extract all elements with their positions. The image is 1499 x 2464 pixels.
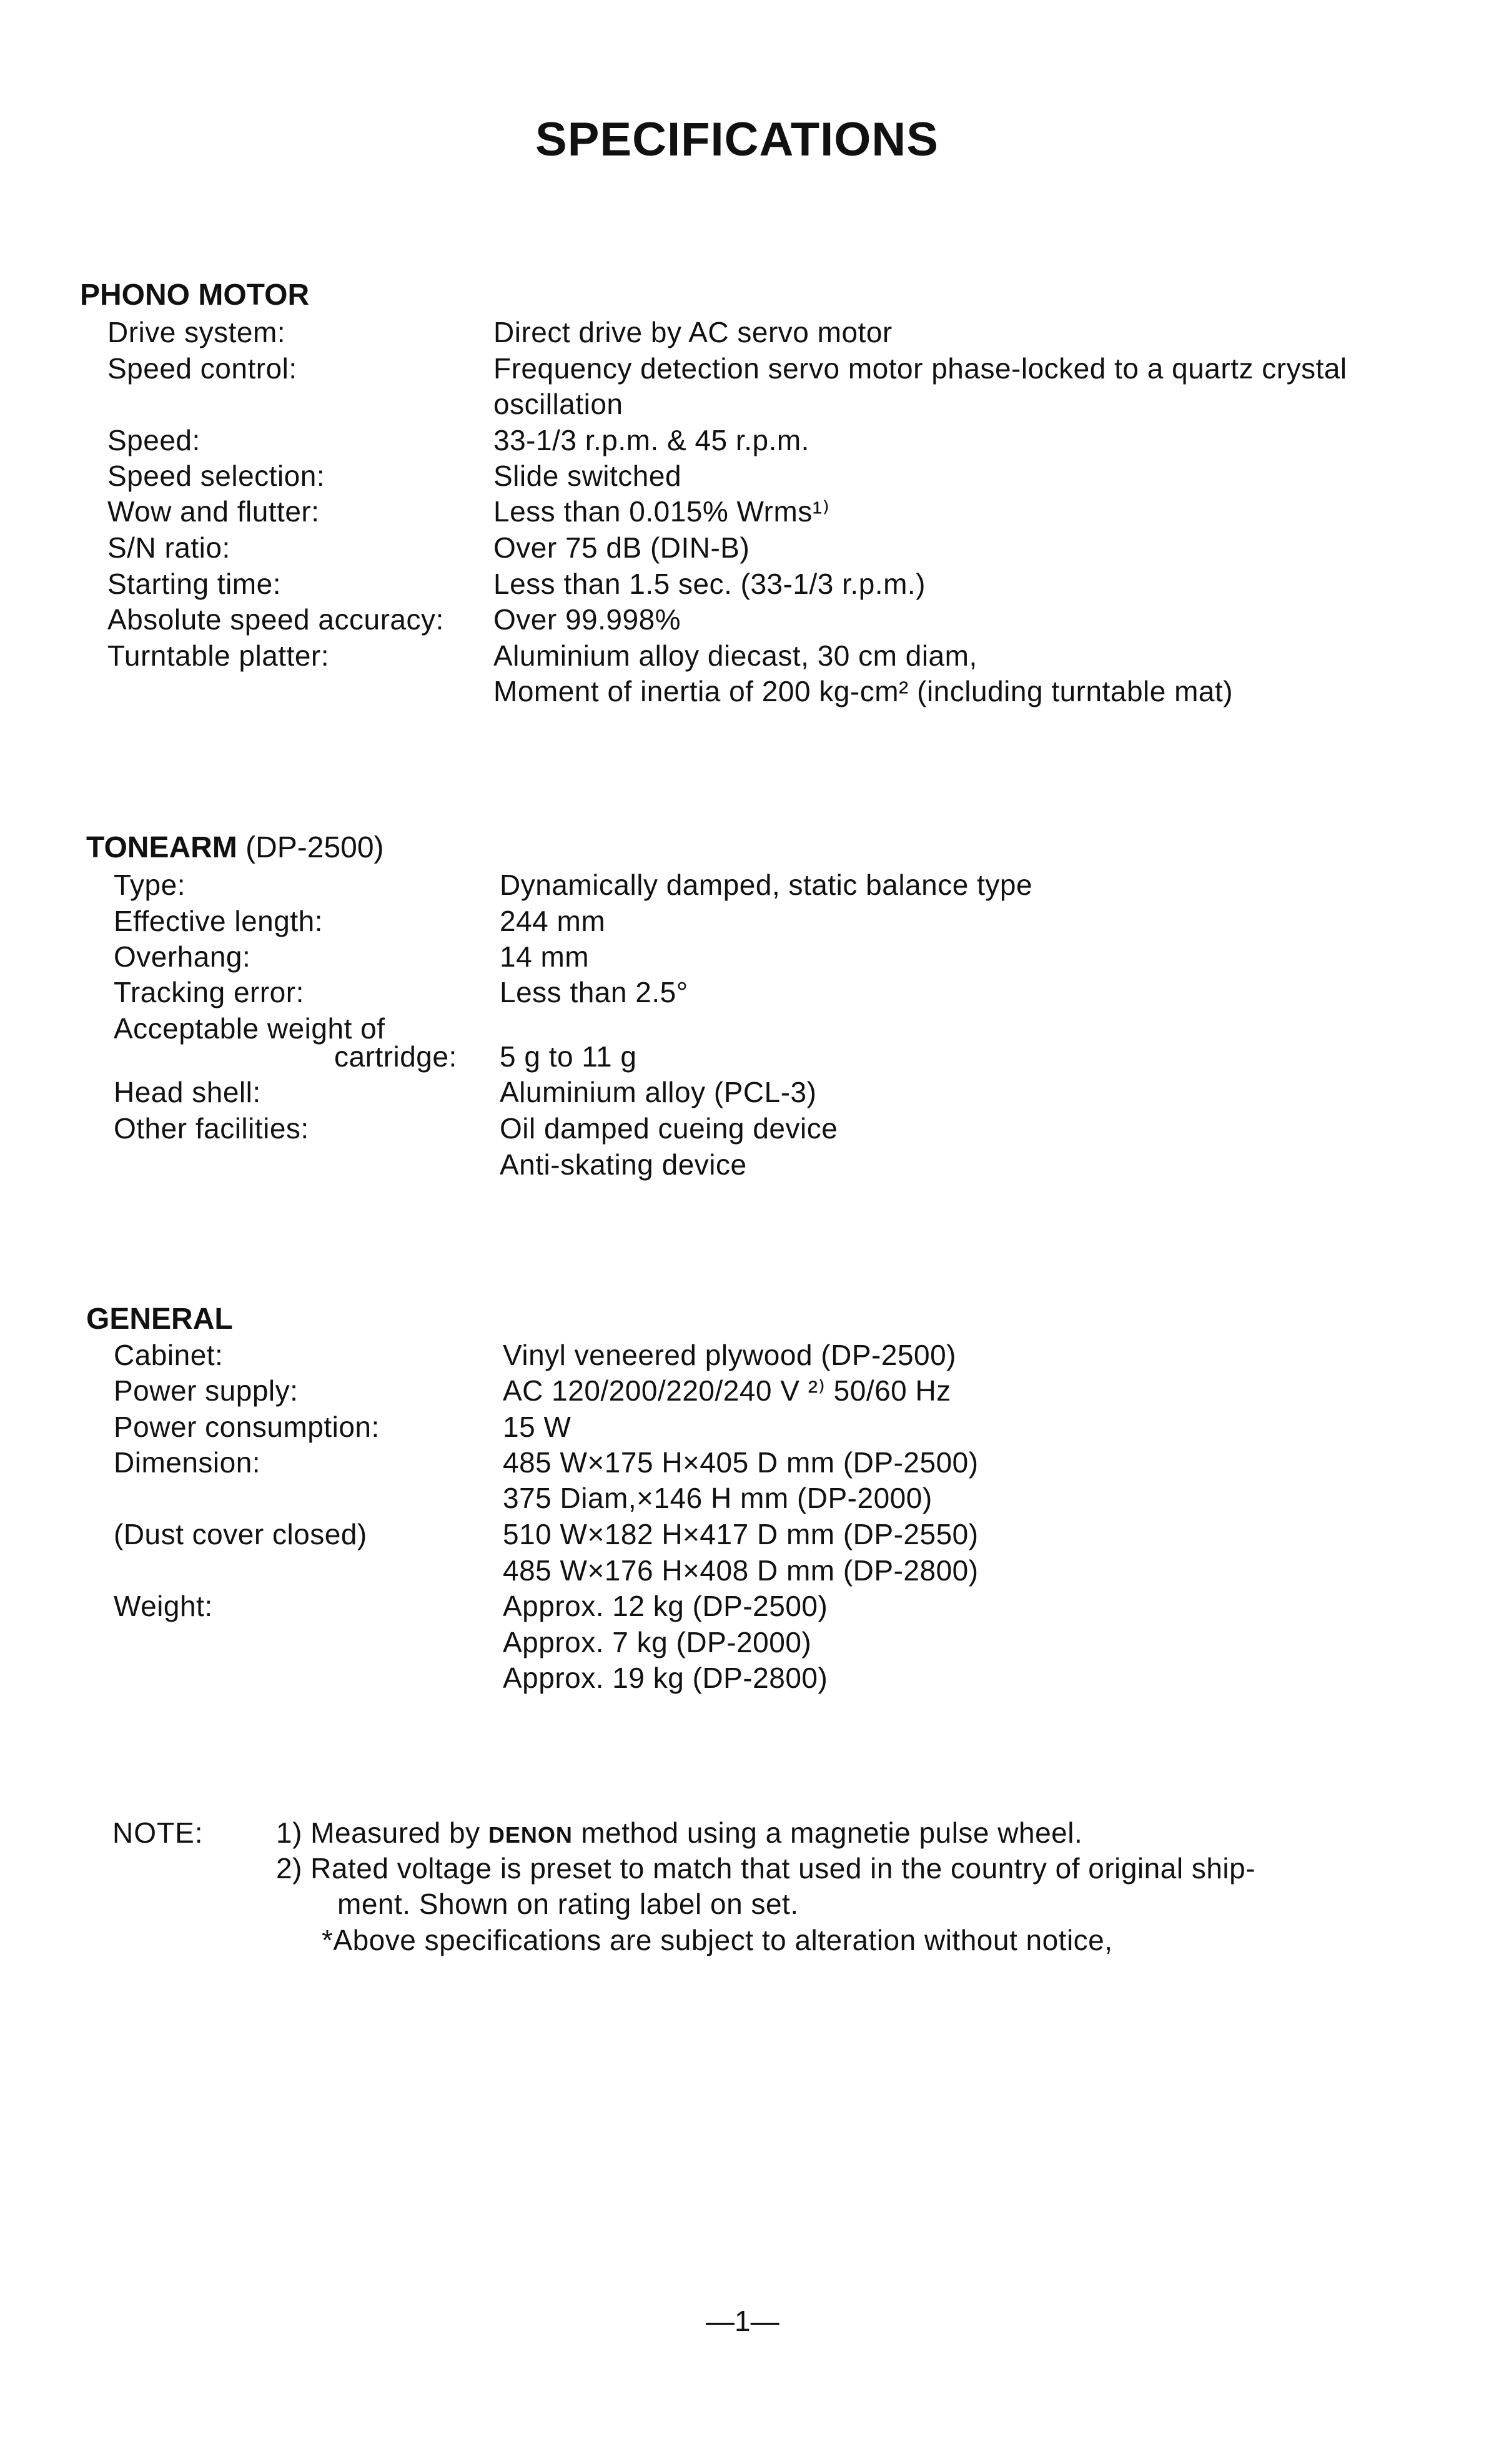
spec-label: Acceptable weight of: [114, 1012, 385, 1045]
spec-label: Effective length:: [114, 905, 323, 937]
page-number: —1—: [706, 2305, 779, 2337]
spec-label: Drive system:: [107, 316, 286, 348]
spec-value: Aluminium alloy (PCL-3): [500, 1076, 817, 1108]
spec-value: Vinyl veneered plywood (DP-2500): [503, 1339, 956, 1371]
spec-value: 244 mm: [500, 905, 606, 937]
section-heading-tonearm: [86, 830, 384, 865]
section-heading-phono-motor: PHONO MOTOR: [80, 278, 310, 312]
spec-value: AC 120/200/220/240 V ²⁾ 50/60 Hz: [503, 1374, 951, 1407]
spec-label: S/N ratio:: [107, 531, 230, 564]
spec-label: Other facilities:: [114, 1112, 309, 1145]
spec-label: Starting time:: [107, 568, 281, 600]
spec-value: Less than 2.5°: [500, 976, 688, 1008]
spec-value: 485 W×176 H×408 D mm (DP-2800): [503, 1554, 979, 1587]
section-heading-tonearm-model: (DP-2500): [245, 831, 384, 864]
note-line-1-start: 1) Measured by: [276, 1816, 480, 1849]
spec-label: Power consumption:: [114, 1411, 380, 1443]
spec-value: 510 W×182 H×417 D mm (DP-2550): [503, 1518, 979, 1550]
spec-label: (Dust cover closed): [114, 1518, 367, 1550]
spec-value: Less than 0.015% Wrms¹⁾: [493, 495, 830, 528]
spec-value: Direct drive by AC servo motor: [493, 316, 893, 348]
section-heading-tonearm-title: TONEARM: [86, 831, 237, 864]
note-line-4: *Above specifications are subject to alteration without notice,: [322, 1924, 1113, 1956]
note-label: NOTE:: [112, 1816, 204, 1849]
spec-value: Oil damped cueing device: [500, 1112, 838, 1145]
spec-value: Over 99.998%: [493, 603, 681, 636]
spec-value: Moment of inertia of 200 kg-cm² (including turntable mat): [493, 675, 1234, 707]
spec-value: Approx. 19 kg (DP-2800): [503, 1662, 828, 1694]
denon-brand: DENON: [488, 1822, 573, 1848]
spec-label: Absolute speed accuracy:: [107, 603, 444, 636]
spec-label: Speed selection:: [107, 460, 325, 492]
spec-value: 14 mm: [500, 940, 590, 973]
spec-value: 33-1/3 r.p.m. & 45 r.p.m.: [493, 424, 809, 456]
spec-label: Head shell:: [114, 1076, 261, 1108]
spec-label: Power supply:: [114, 1374, 299, 1407]
spec-label: Weight:: [114, 1590, 213, 1622]
spec-label: Tracking error:: [114, 976, 304, 1008]
spec-value: 375 Diam,×146 H mm (DP-2000): [503, 1482, 933, 1514]
spec-value: Approx. 12 kg (DP-2500): [503, 1590, 828, 1622]
spec-label: Overhang:: [114, 940, 251, 973]
spec-value: oscillation: [493, 388, 623, 420]
spec-label: Wow and flutter:: [107, 495, 320, 528]
note-line-1-end: method using a magnetie pulse wheel.: [581, 1816, 1083, 1849]
page-title: SPECIFICATIONS: [535, 113, 939, 166]
spec-label: Cabinet:: [114, 1339, 224, 1371]
spec-value: Frequency detection servo motor phase-locked to a quartz crystal: [493, 352, 1347, 385]
spec-value: 485 W×175 H×405 D mm (DP-2500): [503, 1446, 979, 1479]
spec-label: Turntable platter:: [107, 639, 330, 672]
section-heading-general: GENERAL: [86, 1303, 233, 1336]
spec-value: Slide switched: [493, 460, 682, 492]
spec-label: Dimension:: [114, 1446, 261, 1479]
spec-label: Type:: [114, 869, 186, 901]
note-line-1: [276, 1816, 1082, 1850]
note-line-3: ment. Shown on rating label on set.: [337, 1888, 799, 1920]
spec-label: cartridge:: [334, 1040, 457, 1073]
spec-value: Dynamically damped, static balance type: [500, 869, 1033, 901]
spec-value: Anti-skating device: [500, 1148, 747, 1181]
spec-value: Aluminium alloy diecast, 30 cm diam,: [493, 639, 977, 672]
spec-value: 15 W: [503, 1411, 571, 1443]
spec-value: Over 75 dB (DIN-B): [493, 531, 750, 564]
spec-value: Approx. 7 kg (DP-2000): [503, 1626, 812, 1658]
spec-value: 5 g to 11 g: [500, 1040, 637, 1073]
spec-label: Speed control:: [107, 352, 297, 385]
spec-value: Less than 1.5 sec. (33-1/3 r.p.m.): [493, 568, 926, 600]
note-line-2: 2) Rated voltage is preset to match that used in the country of original ship-: [276, 1852, 1256, 1885]
spec-label: Speed:: [107, 424, 200, 456]
